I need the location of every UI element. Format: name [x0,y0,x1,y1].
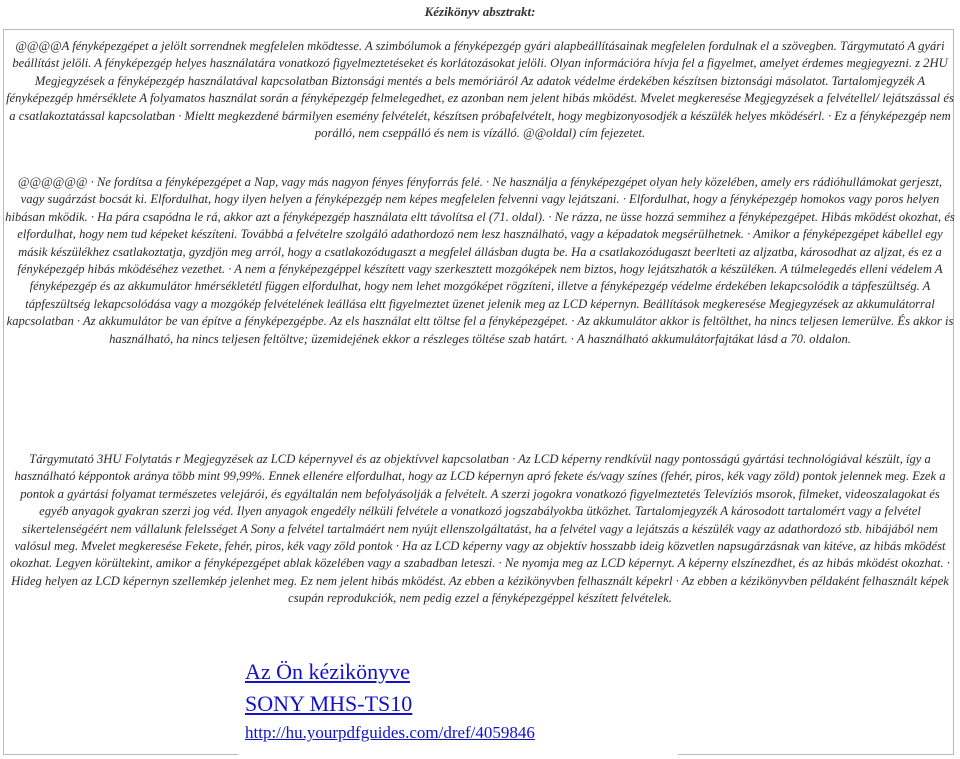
model-link[interactable]: SONY MHS-TS10 [245,691,413,716]
manual-link-box [238,653,678,757]
page-title: Kézikönyv absztrakt: [424,4,536,19]
manual-link[interactable]: Az Ön kézikönyve [245,659,410,684]
abstract-paragraph-3: Tárgymutató 3HU Folytatás r Megjegyzések az LCD képernyvel és az objektívvel kapcsolatban · Az LCD képerny rendkívül nagy pontosságú gyártási technológiával készült, így a használható képpontok aránya több mint 99,99%. Ennek ellenére elfordulhat, hogy az LCD képernyn apró fekete és/vagy színes (fehér, piros, kék vagy zöld) pontok jelennek meg. Ezek a pontok a gyártási folyamat természetes velejárói, és egyáltalán nem befolyásolják a felvételt. A szerzi jogokra vonatkozó figyelmeztetés Televíziós msorok, filmeket, videoszalagokat és egyéb anyagok gyakran szerzi jog véd. Ilyen anyagok engedély nélküli felvétele a vonatkozó jogszabályokba ütközhet. Tartalomjegyzék A károsodott tartalomért vagy a felvétel sikertelenségéért nem vállalunk felelsséget A Sony a felvétel tartalmáért nem nyújt ellenszolgáltatást, ha a felvétel vagy a lejátszás a készülék vagy az adathordozó stb. hibájából nem valósul meg. Mvelet megkeresése Fekete, fehér, piros, kék vagy zöld pontok · Ha az LCD képerny vagy az objektív hosszabb ideig közvetlen napsugárzásnak van kitéve, az hibás mködést okozhat. Legyen körültekint, amikor a fényképezgépet ablak közelében vagy a szabadban leteszi. · Ne nyomja meg az LCD képernyt. A képerny elszínezdhet, és az hibás mködést okozhat. · Hideg helyen az LCD képernyn szellemkép jelenhet meg. Ez nem jelent hibás mködést. Az ebben a kézikönyvben felhasznált képekrl · Az ebben a kézikönyvben példaként felhasznált képek csupán reprodukciók, nem pedig ezzel a fényképezgéppel készített felvételek. [9,452,950,606]
abstract-paragraph-2: @@@@@@ · Ne fordítsa a fényképezgépet a Nap, vagy más nagyon fényes fényforrás felé. · Ne használja a fényképezgépet olyan hely közelében, amely ers rádióhullámokat gerjeszt, vagy sugárzást bocsát ki. Elfordulhat, hogy ilyen helyen a fényképezgép nem képes megfelelen felvenni vagy lejátszani. · Elfordulhat, hogy a fényképezgép homokos vagy poros helyen hibásan mködik. · Ha pára csapódna le rá, akkor azt a fényképezgép használata eltt távolítsa el (71. oldal). · Ne rázza, ne üsse hozzá semmihez a fényképezgépet. Hibás mködést okozhat, és elfordulhat, hogy nem tud képeket készíteni. Továbbá a felvételre szolgáló adathordozó nem lesz használható, vagy a képadatok megsérülhetnek. · Amikor a fényképezgépet kábellel egy másik készülékhez csatlakoztatja, gyzdjön meg arról, hogy a csatlakozódugaszt a megfelel állásban dugta be. Ha a csatlakozódugaszt beerlteti az aljzatba, károsodhat az aljzat, és ez a fényképezgép hibás mködéséhez vezethet. · A nem a fényképezgéppel készített vagy szerkesztett mozgóképek nem biztos, hogy lejátszhatók a készüléken. A túlmelegedés elleni védelem A fényképezgép és az akkumulátor hmérsékletétl függen elfordulhat, hogy nem lehet mozgóképet rögzíteni, illetve a fényképezgép védelme érdekében lekapcsolódik a tápfeszültség. A tápfeszültség lekapcsolódása vagy a mozgókép felvételének leállása eltt figyelmeztet üzenet jelenik meg az LCD képernyn. Beállítások megkeresése Megjegyzések az akkumulátorral kapcsolatban · Az akkumulátor be van építve a fényképezgépbe. Az els használat eltt töltse fel a fényképezgépet. · Az akkumulátor akkor is feltölthet, ha nincs teljesen lemerülve. És akkor is használható, ha nincs teljesen feltöltve; üzemidejének ekkor a részleges töltése szab határt. · A használható akkumulátorfajtákat lásd a 70. oldalon. [5,175,955,346]
abstract-paragraph-1: @@@@A fényképezgépet a jelölt sorrendnek megfelelen mködtesse. A szimbólumok a fényképezgép gyári alapbeállításainak megfelelen fordulnak el a szövegben. Tárgymutató A gyári beállítást jelöli. A fényképezgép helyes használatára vonatkozó figyelmeztetéseket és korlátozásokat jelöli. Olyan információra hívja fel a figyelmet, amelyet érdemes megjegyezni. z 2HU Megjegyzések a fényképezgép használatával kapcsolatban Biztonsági mentés a bels memóriáról Az adatok védelme érdekében készítsen biztonsági másolatot. Tartalomjegyzék A fényképezgép hmérséklete A folyamatos használat során a fényképezgép felmelegedhet, ez azonban nem jelent hibás mködést. Mvelet megkeresése Megjegyzések a felvétellel/ lejátszással és a csatlakoztatással kapcsolatban · Mieltt megkezdené bármilyen esemény felvételét, készítsen próbafelvételt, hogy megbizonyosodjék a készülék helyes mködésérl. · Ez a fényképezgép nem porálló, nem cseppálló és nem is vízálló. @@oldal) cím fejezetet. [6,39,954,141]
url-link[interactable]: http://hu.yourpdfguides.com/dref/4059846 [245,723,535,742]
